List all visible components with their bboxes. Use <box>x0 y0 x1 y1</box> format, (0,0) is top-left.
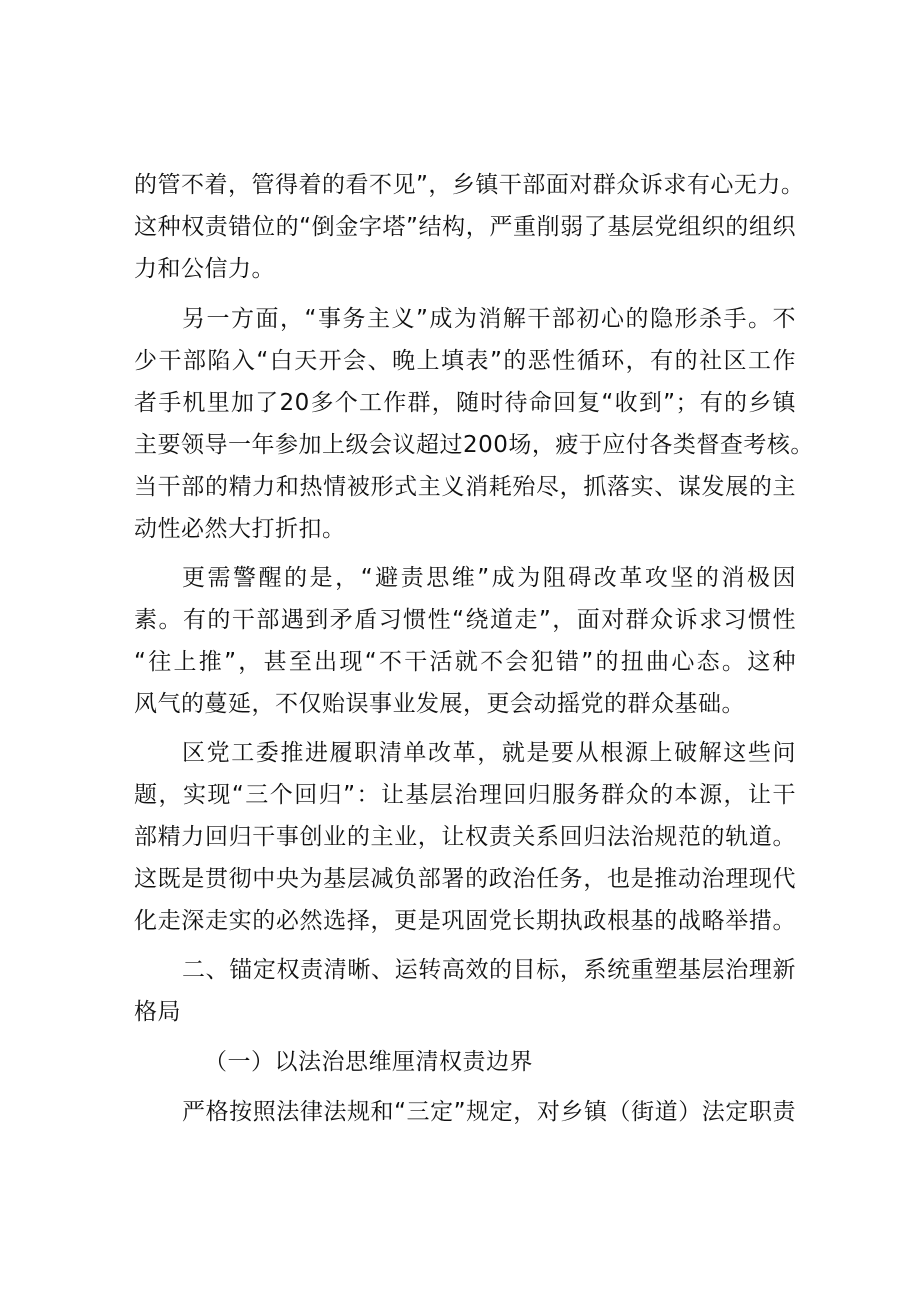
paragraph-line: 严格按照法律法规和“三定”规定，对乡镇（街道）法定职责 <box>182 1099 796 1125</box>
paragraph-line: 这既是贯彻中央为基层减负部署的政治任务，也是推动治理现代 <box>134 866 796 892</box>
paragraph-line: 者手机里加了20多个工作群，随时待命回复“收到”；有的乡镇 <box>134 390 796 416</box>
paragraph-line: 题，实现“三个回归”：让基层治理回归服务群众的本源，让干 <box>134 782 796 808</box>
paragraph-line: 素。有的干部遇到矛盾习惯性“绕道走”，面对群众诉求习惯性 <box>134 607 796 633</box>
subsection-heading: （一）以法治思维厘清权责边界 <box>204 1049 533 1075</box>
paragraph-line: 少干部陷入“白天开会、晚上填表”的恶性循环，有的社区工作 <box>134 348 796 374</box>
paragraph-line: 主要领导一年参加上级会议超过200场，疲于应付各类督查考核。 <box>134 432 814 458</box>
paragraph-line: 风气的蔓延，不仅贻误事业发展，更会动摇党的群众基础。 <box>134 691 745 717</box>
paragraph-line: 更需警醒的是，“避责思维”成为阻碍改革攻坚的消极因 <box>182 565 796 591</box>
paragraph-line: 区党工委推进履职清单改革，就是要从根源上破解这些问 <box>182 740 796 766</box>
paragraph-line: “往上推”，甚至出现“不干活就不会犯错”的扭曲心态。这种 <box>134 649 796 675</box>
paragraph-line: 力和公信力。 <box>134 256 275 282</box>
paragraph-line: 的管不着，管得着的看不见”，乡镇干部面对群众诉求有心无力。 <box>134 172 805 198</box>
paragraph-line: 这种权责错位的“倒金字塔”结构，严重削弱了基层党组织的组织 <box>134 214 796 240</box>
paragraph-line: 当干部的精力和热情被形式主义消耗殆尽，抓落实、谋发展的主 <box>134 474 796 500</box>
section-heading: 格局 <box>134 999 181 1025</box>
section-heading: 二、锚定权责清晰、运转高效的目标，系统重塑基层治理新 <box>182 957 796 983</box>
paragraph-line: 另一方面，“事务主义”成为消解干部初心的隐形杀手。不 <box>182 306 796 332</box>
paragraph-line: 部精力回归干事创业的主业，让权责关系回归法治规范的轨道。 <box>134 824 796 850</box>
paragraph-line: 化走深走实的必然选择，更是巩固党长期执政根基的战略举措。 <box>134 908 796 934</box>
paragraph-line: 动性必然大打折扣。 <box>134 516 346 542</box>
